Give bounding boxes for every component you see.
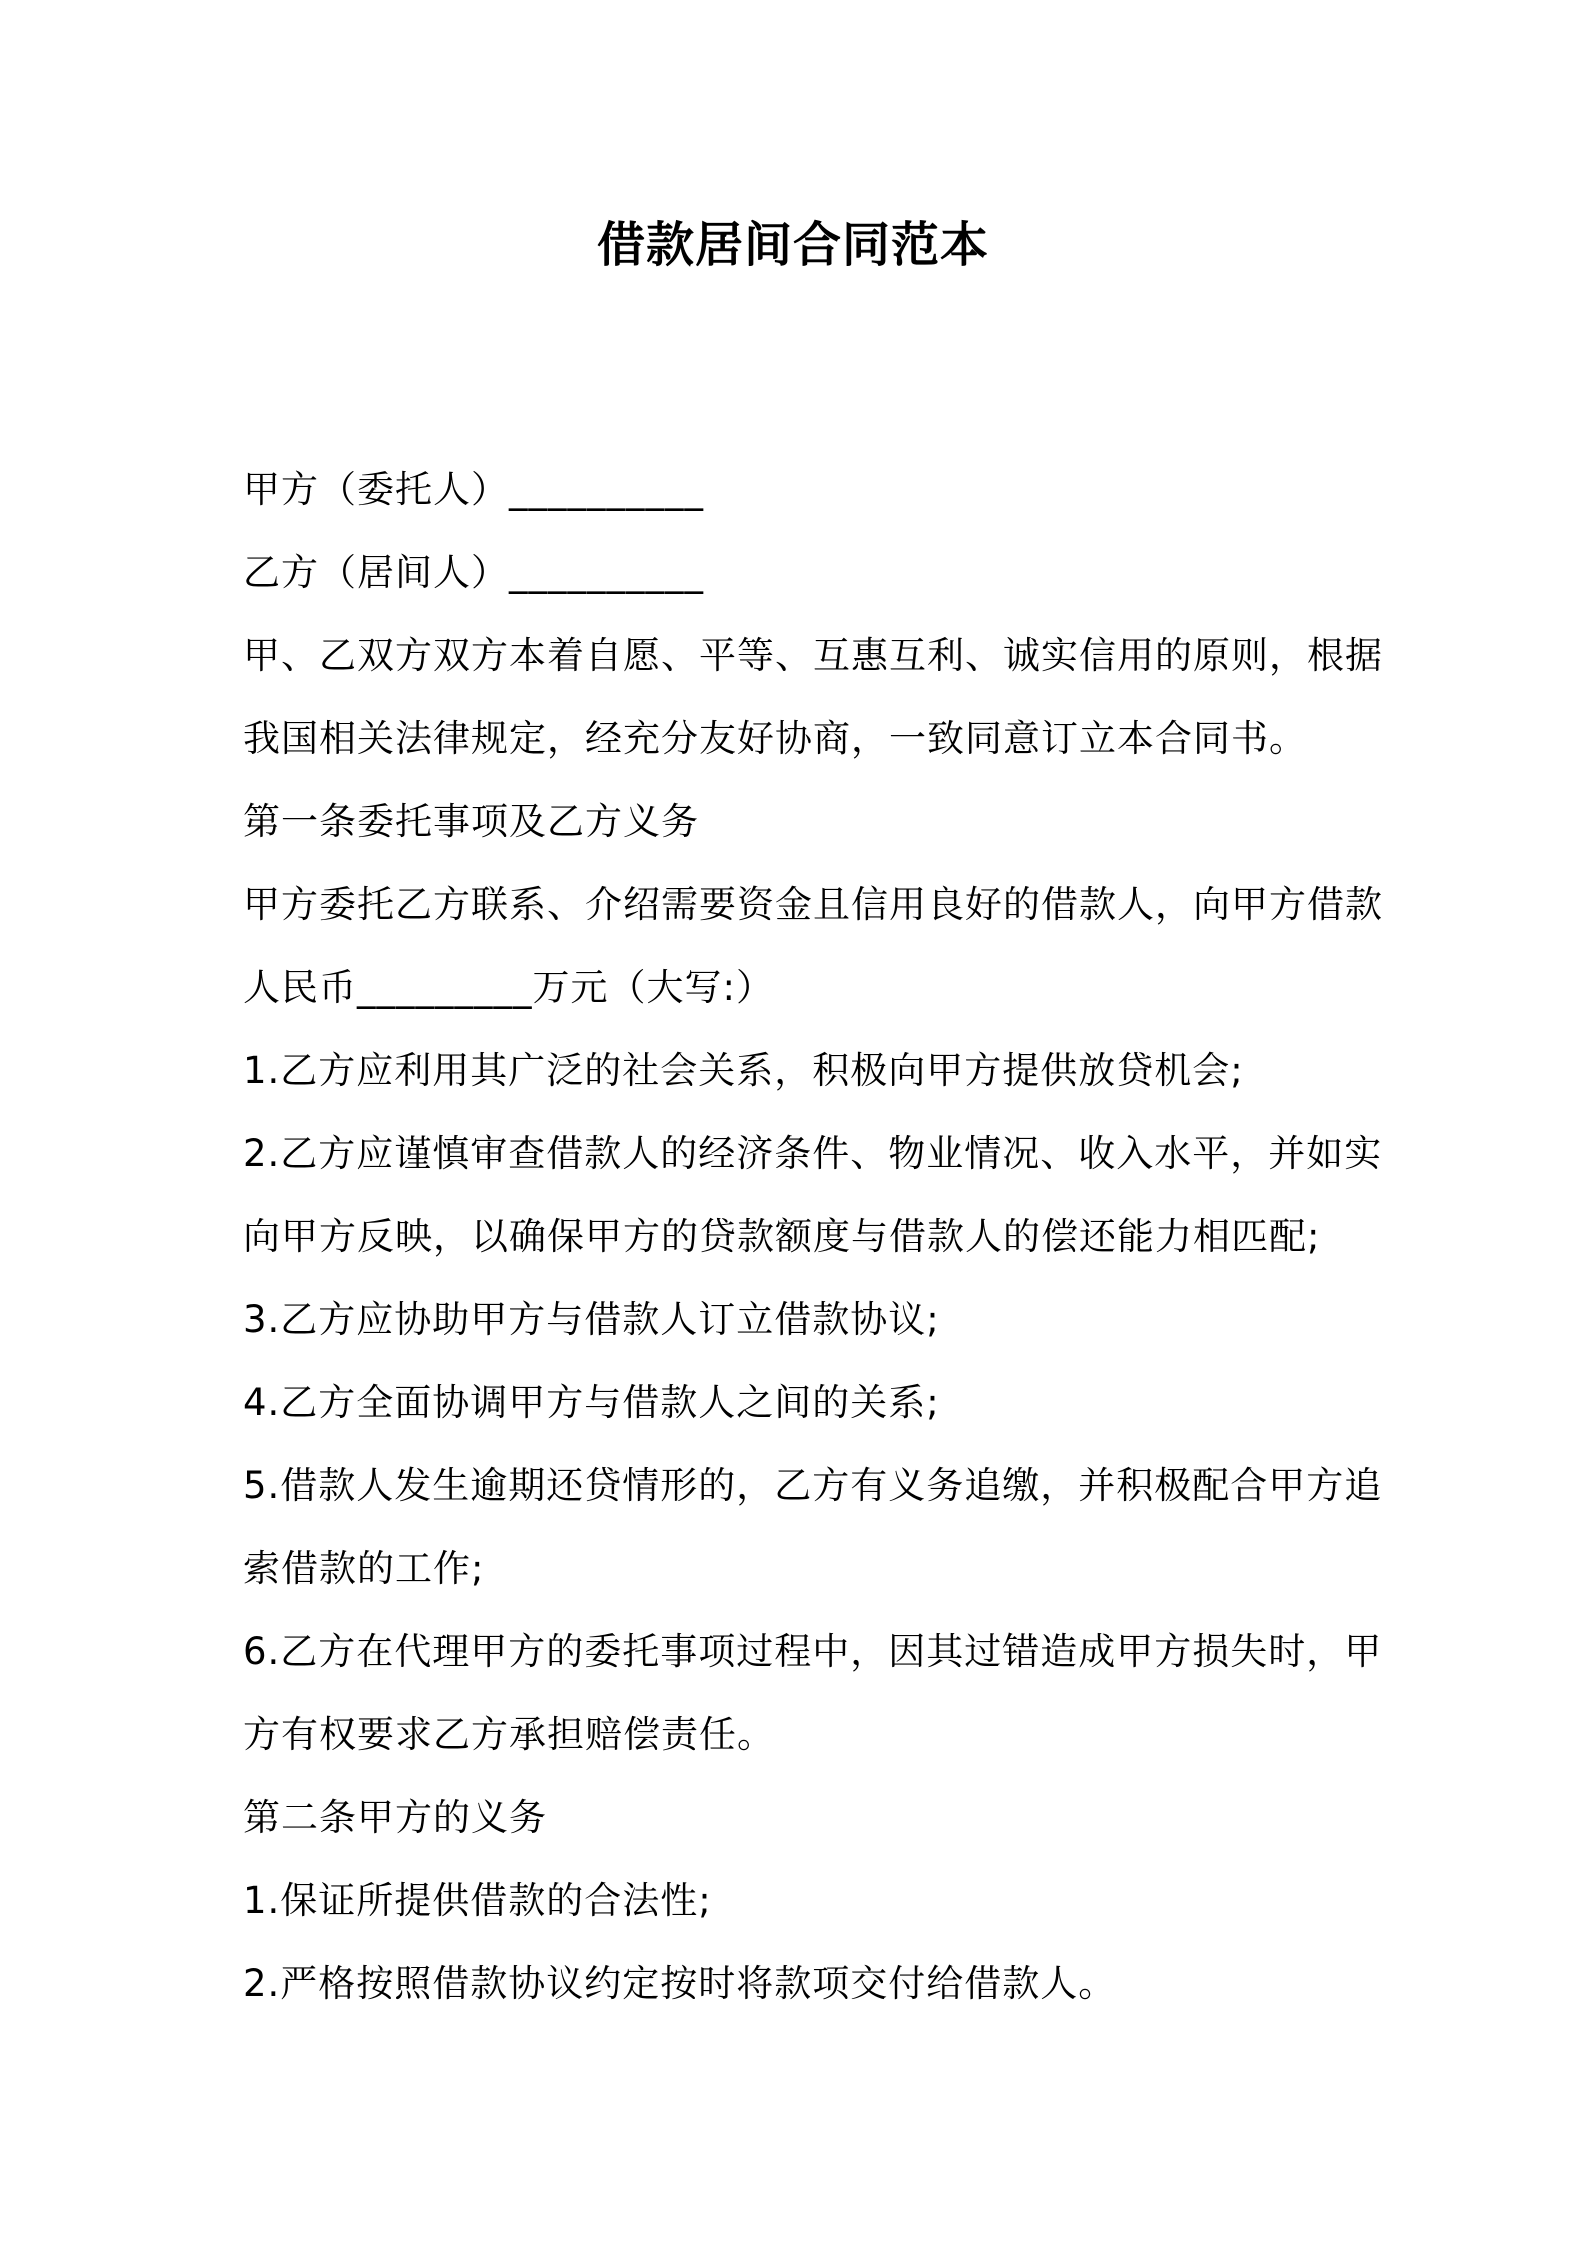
party-a-line: 甲方（委托人）__________ xyxy=(243,468,704,511)
article-1-intro-line-1: 甲方委托乙方联系、介绍需要资金且信用良好的借款人，向甲方借款 xyxy=(243,883,1383,926)
article-2-heading: 第二条甲方的义务 xyxy=(243,1796,547,1839)
preamble-line-2: 我国相关法律规定，经充分友好协商，一致同意订立本合同书。 xyxy=(243,717,1307,760)
article-1-intro-line-2: 人民币_________万元（大写:） xyxy=(243,966,774,1009)
document-body xyxy=(243,448,1383,2025)
party-b-line: 乙方（居间人）__________ xyxy=(243,551,704,594)
article-1-heading: 第一条委托事项及乙方义务 xyxy=(243,800,699,843)
article-2-item-2: 2.严格按照借款协议约定按时将款项交付给借款人。 xyxy=(243,1962,1117,2005)
article-1-item-1: 1.乙方应利用其广泛的社会关系，积极向甲方提供放贷机会; xyxy=(243,1049,1244,1092)
article-1-item-2-line-2: 向甲方反映，以确保甲方的贷款额度与借款人的偿还能力相匹配; xyxy=(243,1215,1321,1258)
article-1-item-3: 3.乙方应协助甲方与借款人订立借款协议; xyxy=(243,1298,940,1341)
article-1-item-6-line-1: 6.乙方在代理甲方的委托事项过程中，因其过错造成甲方损失时，甲 xyxy=(243,1630,1383,1673)
article-1-item-6-line-2: 方有权要求乙方承担赔偿责任。 xyxy=(243,1713,775,1756)
article-2-item-1: 1.保证所提供借款的合法性; xyxy=(243,1879,712,1922)
article-1-item-4: 4.乙方全面协调甲方与借款人之间的关系; xyxy=(243,1381,940,1424)
preamble-line-1: 甲、乙双方双方本着自愿、平等、互惠互利、诚实信用的原则，根据 xyxy=(243,634,1383,677)
article-1-item-5-line-2: 索借款的工作; xyxy=(243,1547,485,1590)
document-title: 借款居间合同范本 xyxy=(596,217,989,273)
article-1-item-5-line-1: 5.借款人发生逾期还贷情形的，乙方有义务追缴，并积极配合甲方追 xyxy=(243,1464,1383,1507)
article-1-item-2-line-1: 2.乙方应谨慎审查借款人的经济条件、物业情况、收入水平，并如实 xyxy=(243,1132,1383,1175)
